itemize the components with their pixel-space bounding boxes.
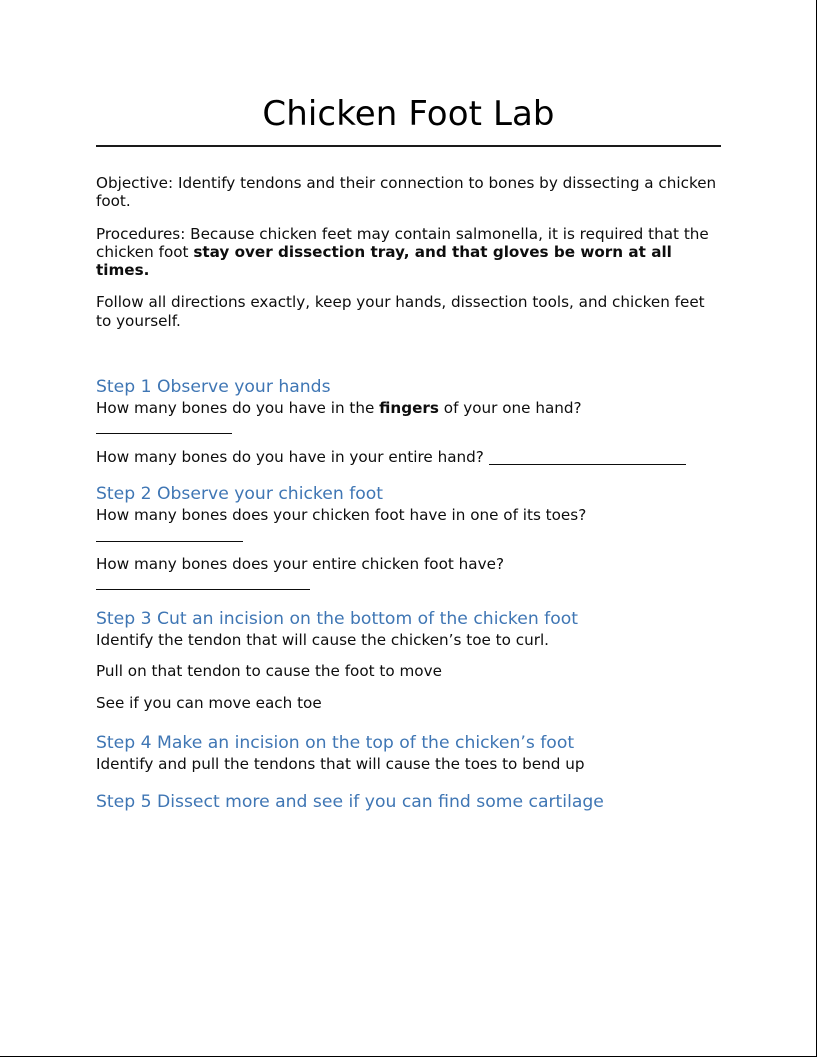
procedures-text-bold: stay over dissection tray, and that gloves be worn at all times. bbox=[96, 242, 672, 280]
step-1-question-1 bbox=[96, 399, 721, 435]
step-1-question-2 bbox=[96, 448, 721, 466]
step-1-answer-blank-2[interactable] bbox=[489, 464, 686, 465]
objective-paragraph: Objective: Identify tendons and their connection to bones by dissecting a chicken foot. bbox=[96, 174, 717, 211]
step-1-question-1-bold: fingers bbox=[379, 398, 439, 417]
step-2-answer-blank-2[interactable] bbox=[96, 589, 310, 590]
document-content bbox=[96, 0, 721, 813]
step-4-line-1: Identify and pull the tendons that will cause the toes to bend up bbox=[96, 754, 585, 773]
step-3-line-2: Pull on that tendon to cause the foot to move bbox=[96, 662, 442, 681]
step-1-question-2-pre: How many bones do you have in your entire hand? bbox=[96, 448, 489, 467]
step-2-answer-blank-1-row bbox=[96, 525, 721, 542]
step-3-heading: Step 3 Cut an incision on the bottom of the chicken foot bbox=[96, 609, 579, 630]
step-2-question-2-pre: How many bones does your entire chicken foot have? bbox=[96, 554, 505, 573]
step-2-answer-blank-1[interactable] bbox=[96, 541, 243, 542]
step-2-question-1 bbox=[96, 506, 721, 524]
step-5-heading: Step 5 Dissect more and see if you can find some cartilage bbox=[96, 792, 604, 813]
step-2-question-2 bbox=[96, 555, 721, 591]
step-1-heading: Step 1 Observe your hands bbox=[96, 376, 331, 397]
step-1-question-1-post: of your one hand? bbox=[438, 398, 582, 417]
title-divider bbox=[96, 145, 721, 147]
step-3-line-3: See if you can move each toe bbox=[96, 693, 322, 712]
procedures-paragraph bbox=[96, 225, 721, 280]
step-2-question-1-pre: How many bones does your chicken foot have in one of its toes? bbox=[96, 506, 587, 525]
step-4-heading: Step 4 Make an incision on the top of the chicken’s foot bbox=[96, 732, 575, 753]
page-title: Chicken Foot Lab bbox=[262, 94, 555, 134]
step-3-line-1: Identify the tendon that will cause the chicken’s toe to curl. bbox=[96, 631, 550, 650]
step-2-heading: Step 2 Observe your chicken foot bbox=[96, 484, 384, 505]
procedures-text-plain: Procedures: Because chicken feet may contain salmonella, it is required that the chicken foot bbox=[96, 224, 709, 261]
step-1-answer-blank-1[interactable] bbox=[96, 433, 232, 434]
step-1-question-1-pre: How many bones do you have in the bbox=[96, 398, 380, 417]
follow-directions-paragraph: Follow all directions exactly, keep your hands, dissection tools, and chicken feet to yourself. bbox=[96, 293, 705, 330]
